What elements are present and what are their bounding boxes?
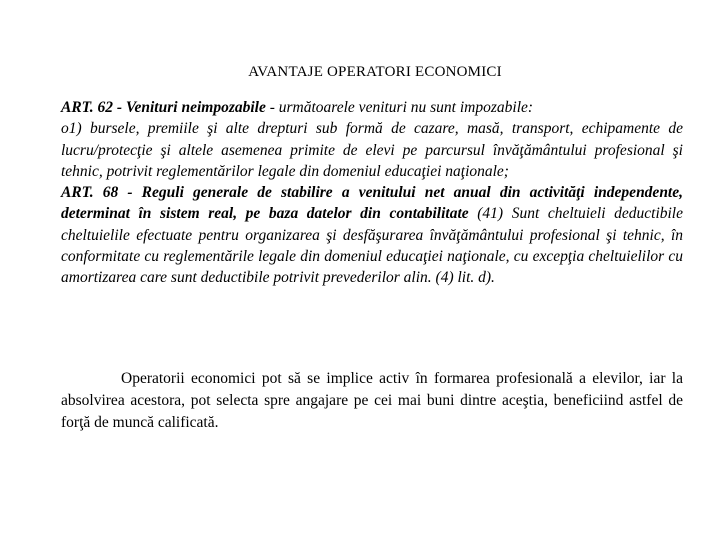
closing-paragraph: Operatorii economici pot să se implice activ în formarea profesională a elevilor, iar la absolvirea acestora, pot selecta spre angajare pe cei mai buni dintre aceştia, beneficiind astfel de forţă de muncă calificată. bbox=[61, 370, 683, 431]
page-title: AVANTAJE OPERATORI ECONOMICI bbox=[248, 64, 502, 80]
art68-body: (41) Sunt cheltuieli deductibile cheltuielile efectuate pentru organizarea şi desfăşurarea învăţământului profesional şi tehnic, în conformitate cu reglementările legale din domeniul educaţiei naţionale, cu excepţia cheltuielilor cu amortizarea care sunt deductibile potrivit prevederilor alin. (4) lit. d). bbox=[61, 205, 683, 287]
art62-item: o1) bursele, premiile şi alte drepturi sub formă de cazare, masă, transport, echipamente de lucru/protecţie şi altele asemenea primite de elevi pe parcursul învăţământului profesional şi tehnic, potrivit reglementărilor legale din domeniul educaţiei naţionale; bbox=[61, 120, 683, 180]
legal-excerpt bbox=[61, 97, 683, 289]
art62-paragraph bbox=[61, 97, 683, 118]
art68-paragraph bbox=[61, 182, 683, 288]
art68-heading: ART. 68 - Reguli generale de stabilire a venitului net anual din activităţi independente, determinat în sistem real, pe baza datelor din contabilitate bbox=[61, 184, 683, 223]
art62-intro: - următoarele venituri nu sunt impozabile: bbox=[265, 99, 534, 116]
art62-heading: ART. 62 - Venituri neimpozabile bbox=[61, 99, 266, 116]
